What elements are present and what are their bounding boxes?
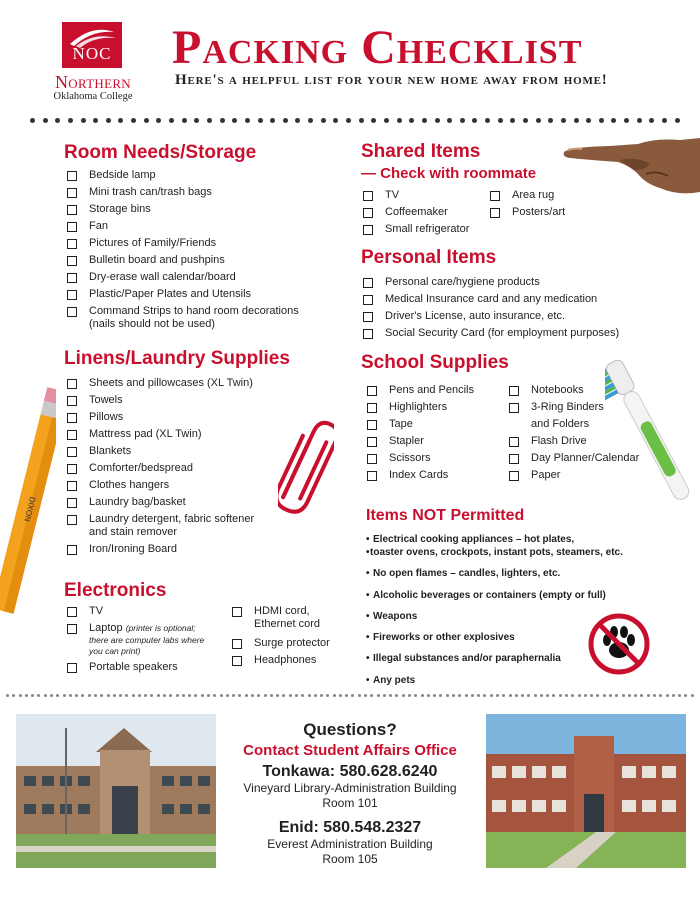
top-dotted-divider <box>30 118 680 124</box>
checklist-item[interactable]: Mattress pad (XL Twin) <box>67 428 254 441</box>
divider-dot <box>19 694 22 697</box>
not-permitted-heading: Items NOT Permitted <box>366 507 525 524</box>
divider-dot <box>409 118 414 123</box>
divider-dot <box>283 118 288 123</box>
divider-dot <box>31 694 34 697</box>
divider-dot <box>370 694 373 697</box>
divider-dot <box>182 694 185 697</box>
contact-office-heading: Contact Student Affairs Office <box>243 742 457 759</box>
checklist-item[interactable]: Social Security Card (for employment purposes) <box>363 327 619 340</box>
divider-dot <box>207 118 212 123</box>
checklist-item[interactable]: Towels <box>67 394 254 407</box>
divider-dot <box>232 694 235 697</box>
checklist-item-continuation: and stain remover <box>89 526 178 538</box>
divider-dot <box>119 694 122 697</box>
divider-dot <box>270 118 275 123</box>
divider-dot <box>308 118 313 123</box>
divider-dot <box>552 694 555 697</box>
divider-dot <box>599 118 604 123</box>
divider-dot <box>207 694 210 697</box>
divider-dot <box>483 694 486 697</box>
divider-dot <box>194 694 197 697</box>
divider-dot <box>502 694 505 697</box>
checklist-item[interactable] <box>232 605 330 631</box>
checklist-item[interactable] <box>67 513 254 539</box>
divider-dot <box>477 694 480 697</box>
divider-dot <box>471 694 474 697</box>
list-item-continuation <box>366 546 623 559</box>
divider-dot <box>383 694 386 697</box>
divider-dot <box>408 694 411 697</box>
divider-dot <box>81 694 84 697</box>
divider-dot <box>521 694 524 697</box>
divider-dot <box>590 694 593 697</box>
divider-dot <box>637 118 642 123</box>
divider-dot <box>586 118 591 123</box>
divider-dot <box>458 694 461 697</box>
divider-dot <box>433 694 436 697</box>
divider-dot <box>150 694 153 697</box>
divider-dot <box>63 694 66 697</box>
personal-list <box>363 276 619 344</box>
toothbrush-icon <box>605 352 700 502</box>
divider-dot <box>257 694 260 697</box>
divider-dot <box>320 694 323 697</box>
checklist-item[interactable]: Notebooks <box>509 384 639 397</box>
checklist-item[interactable]: Storage bins <box>67 203 299 216</box>
checklist-item[interactable]: Flash Drive <box>509 435 639 448</box>
divider-dot <box>107 694 110 697</box>
divider-dot <box>81 118 86 123</box>
checklist-item[interactable]: Portable speakers <box>67 661 204 674</box>
divider-dot <box>540 694 543 697</box>
checklist-item[interactable]: TV <box>363 189 469 202</box>
divider-dot <box>282 694 285 697</box>
tonkawa-building: Vineyard Library-Administration Building <box>243 781 457 795</box>
bottom-dotted-divider <box>6 694 694 700</box>
divider-dot <box>510 118 515 123</box>
divider-dot <box>156 118 161 123</box>
list-item-text: toaster ovens, crockpots, instant pots, steamers, etc. <box>370 547 623 558</box>
paperclip-icon <box>278 412 334 522</box>
tonkawa-room: Room 101 <box>322 796 378 810</box>
checklist-item-label: Laptop <box>89 622 123 634</box>
divider-dot <box>536 118 541 123</box>
noc-logo <box>38 22 148 102</box>
checklist-item[interactable]: Laundry bag/basket <box>67 496 254 509</box>
room-needs-list <box>67 169 299 331</box>
divider-dot <box>106 118 111 123</box>
divider-dot <box>201 694 204 697</box>
divider-dot <box>615 694 618 697</box>
divider-dot <box>163 694 166 697</box>
checklist-item[interactable]: Fan <box>67 220 299 233</box>
checklist-item[interactable]: Surge protector <box>232 637 330 650</box>
divider-dot <box>56 694 59 697</box>
enid-campus-photo <box>486 714 686 868</box>
list-item: • Any pets <box>366 674 623 687</box>
logo-college-text: Oklahoma College <box>53 91 133 102</box>
pencil-brand-text: DIXON <box>22 495 38 523</box>
divider-dot <box>509 694 512 697</box>
checklist-item[interactable]: Scissors <box>367 452 474 465</box>
laptop-note: there are computer labs where <box>89 635 205 645</box>
divider-dot <box>213 694 216 697</box>
divider-dot <box>672 694 675 697</box>
divider-dot <box>675 118 680 123</box>
tonkawa-campus-photo <box>16 714 216 868</box>
divider-dot <box>125 694 128 697</box>
divider-dot <box>384 118 389 123</box>
shared-list-col2 <box>490 189 565 223</box>
divider-dot <box>422 118 427 123</box>
divider-dot <box>276 694 279 697</box>
divider-dot <box>131 118 136 123</box>
personal-items-heading: Personal Items <box>361 247 497 268</box>
divider-dot <box>144 118 149 123</box>
shared-list-col1 <box>363 189 469 240</box>
divider-dot <box>220 694 223 697</box>
checklist-item[interactable]: Clothes hangers <box>67 479 254 492</box>
divider-dot <box>169 694 172 697</box>
room-needs-heading: Room Needs/Storage <box>64 142 257 163</box>
pencil-icon <box>0 386 56 626</box>
divider-dot <box>435 118 440 123</box>
divider-dot <box>472 118 477 123</box>
divider-dot <box>333 694 336 697</box>
checklist-item-label: Laundry detergent, fabric softener <box>89 513 255 525</box>
checklist-item[interactable]: Paper <box>509 469 639 482</box>
divider-dot <box>75 694 78 697</box>
list-item: • Illegal substances and/or paraphernalia <box>366 652 623 665</box>
checklist-item[interactable]: Driver's License, auto insurance, etc. <box>363 310 619 323</box>
divider-dot <box>662 118 667 123</box>
checklist-item[interactable]: Coffeemaker <box>363 206 469 219</box>
divider-dot <box>377 694 380 697</box>
logo-northern-text: Northern <box>54 72 131 92</box>
divider-dot <box>358 694 361 697</box>
divider-dot <box>351 694 354 697</box>
school-list-col1 <box>367 384 474 486</box>
checklist-item[interactable]: Index Cards <box>367 469 474 482</box>
divider-dot <box>649 118 654 123</box>
divider-dot <box>194 118 199 123</box>
tonkawa-phone[interactable]: Tonkawa: 580.628.6240 <box>262 763 438 780</box>
contact-block <box>225 720 475 867</box>
divider-dot <box>55 118 60 123</box>
divider-dot <box>465 694 468 697</box>
laptop-note: (printer is optional; <box>125 623 196 633</box>
no-pets-icon <box>587 612 651 676</box>
divider-dot <box>333 118 338 123</box>
divider-dot <box>245 118 250 123</box>
divider-dot <box>647 694 650 697</box>
checklist-item-label: Command Strips to hand room decorations <box>89 305 299 317</box>
checklist-item[interactable] <box>67 622 204 657</box>
list-item: • Fireworks or other explosives <box>366 631 623 644</box>
divider-dot <box>485 118 490 123</box>
divider-dot <box>69 694 72 697</box>
list-item: • Alcoholic beverages or containers (empty or full) <box>366 589 623 602</box>
linens-list <box>67 377 254 560</box>
not-permitted-list <box>366 533 623 695</box>
divider-dot <box>169 118 174 123</box>
electronics-list-col2 <box>232 605 330 671</box>
pointing-hand-icon <box>560 130 700 200</box>
divider-dot <box>308 694 311 697</box>
divider-dot <box>176 694 179 697</box>
divider-dot <box>321 118 326 123</box>
checklist-item[interactable]: Pillows <box>67 411 254 424</box>
divider-dot <box>270 694 273 697</box>
logo-emblem <box>62 22 122 68</box>
divider-dot <box>666 694 669 697</box>
checklist-item[interactable]: Small refrigerator <box>363 223 469 236</box>
divider-dot <box>345 694 348 697</box>
page-subtitle: Here's a helpful list for your new home away from home! <box>175 72 608 88</box>
divider-dot <box>326 694 329 697</box>
checklist-item-label: HDMI cord, <box>254 605 310 617</box>
divider-dot <box>659 694 662 697</box>
enid-phone[interactable]: Enid: 580.548.2327 <box>278 819 422 836</box>
divider-dot <box>653 694 656 697</box>
divider-dot <box>584 694 587 697</box>
divider-dot <box>548 118 553 123</box>
divider-dot <box>439 694 442 697</box>
electronics-list-col1 <box>67 605 204 678</box>
checklist-item[interactable]: Dry-erase wall calendar/board <box>67 271 299 284</box>
divider-dot <box>30 118 35 123</box>
divider-dot <box>118 118 123 123</box>
divider-dot <box>395 694 398 697</box>
divider-dot <box>37 694 40 697</box>
divider-dot <box>295 694 298 697</box>
divider-dot <box>496 694 499 697</box>
divider-dot <box>447 118 452 123</box>
list-item: • Electrical cooking appliances – hot plates, <box>366 533 623 546</box>
divider-dot <box>534 694 537 697</box>
divider-dot <box>220 118 225 123</box>
divider-dot <box>314 694 317 697</box>
checklist-item[interactable]: Posters/art <box>490 206 565 219</box>
checklist-item[interactable]: Pictures of Family/Friends <box>67 237 299 250</box>
divider-dot <box>251 694 254 697</box>
divider-dot <box>301 694 304 697</box>
laptop-note: you can print) <box>89 646 141 656</box>
divider-dot <box>157 694 160 697</box>
checklist-item[interactable]: Day Planner/Calendar <box>509 452 639 465</box>
checklist-item[interactable]: Sheets and pillowcases (XL Twin) <box>67 377 254 390</box>
shared-items-subheading: — Check with roommate <box>361 165 537 182</box>
checklist-item[interactable]: Tape <box>367 418 474 431</box>
divider-dot <box>12 694 15 697</box>
divider-dot <box>571 694 574 697</box>
enid-room: Room 105 <box>322 852 378 866</box>
divider-dot <box>574 118 579 123</box>
divider-dot <box>44 694 47 697</box>
divider-dot <box>6 694 9 697</box>
checklist-item[interactable]: Iron/Ironing Board <box>67 543 254 556</box>
checklist-item[interactable]: TV <box>67 605 204 618</box>
divider-dot <box>289 694 292 697</box>
divider-dot <box>578 694 581 697</box>
divider-dot <box>25 694 28 697</box>
checklist-item[interactable]: Medical Insurance card and any medication <box>363 293 619 306</box>
checklist-item[interactable]: Bulletin board and pushpins <box>67 254 299 267</box>
checklist-item[interactable]: Bedside lamp <box>67 169 299 182</box>
divider-dot <box>427 694 430 697</box>
divider-dot <box>421 694 424 697</box>
questions-heading: Questions? <box>303 720 397 739</box>
list-item: • No open flames – candles, lighters, etc. <box>366 567 623 580</box>
shared-items-heading: Shared Items <box>361 141 481 162</box>
divider-dot <box>100 694 103 697</box>
divider-dot <box>603 694 606 697</box>
divider-dot <box>113 694 116 697</box>
divider-dot <box>559 694 562 697</box>
divider-dot <box>527 694 530 697</box>
divider-dot <box>68 118 73 123</box>
divider-dot <box>678 694 681 697</box>
divider-dot <box>640 694 643 697</box>
divider-dot <box>402 694 405 697</box>
checklist-item[interactable]: Area rug <box>490 189 565 202</box>
checklist-item[interactable]: Blankets <box>67 445 254 458</box>
divider-dot <box>596 694 599 697</box>
checklist-item-label: 3-Ring Binders <box>531 401 604 413</box>
divider-dot <box>452 694 455 697</box>
divider-dot <box>490 694 493 697</box>
divider-dot <box>245 694 248 697</box>
divider-dot <box>371 118 376 123</box>
checklist-item[interactable]: Plastic/Paper Plates and Utensils <box>67 288 299 301</box>
divider-dot <box>359 118 364 123</box>
divider-dot <box>622 694 625 697</box>
divider-dot <box>132 694 135 697</box>
linens-heading: Linens/Laundry Supplies <box>64 348 290 369</box>
divider-dot <box>258 118 263 123</box>
divider-dot <box>561 118 566 123</box>
divider-dot <box>691 694 694 697</box>
checklist-item-continuation: and Folders <box>531 418 590 430</box>
divider-dot <box>609 694 612 697</box>
checklist-item[interactable]: Stapler <box>367 435 474 448</box>
divider-dot <box>611 118 616 123</box>
checklist-item-continuation: Ethernet cord <box>254 618 321 630</box>
divider-dot <box>364 694 367 697</box>
checklist-item[interactable]: Personal care/hygiene products <box>363 276 619 289</box>
divider-dot <box>515 694 518 697</box>
divider-dot <box>88 694 91 697</box>
divider-dot <box>389 694 392 697</box>
divider-dot <box>523 118 528 123</box>
divider-dot <box>144 694 147 697</box>
school-supplies-heading: School Supplies <box>361 352 509 373</box>
divider-dot <box>397 118 402 123</box>
checklist-item[interactable]: Pens and Pencils <box>367 384 474 397</box>
divider-dot <box>346 118 351 123</box>
divider-dot <box>546 694 549 697</box>
divider-dot <box>93 118 98 123</box>
divider-dot <box>188 694 191 697</box>
enid-building: Everest Administration Building <box>267 837 433 851</box>
electronics-heading: Electronics <box>64 580 167 601</box>
divider-dot <box>138 694 141 697</box>
divider-dot <box>565 694 568 697</box>
divider-dot <box>182 118 187 123</box>
divider-dot <box>446 694 449 697</box>
checklist-item-continuation: (nails should not be used) <box>89 318 215 330</box>
divider-dot <box>414 694 417 697</box>
checklist-item[interactable]: Comforter/bedspread <box>67 462 254 475</box>
checklist-item[interactable]: Highlighters <box>367 401 474 414</box>
list-item: • Weapons <box>366 610 623 623</box>
divider-dot <box>94 694 97 697</box>
divider-dot <box>43 118 48 123</box>
divider-dot <box>634 694 637 697</box>
page-title: Packing Checklist <box>172 21 583 74</box>
divider-dot <box>628 694 631 697</box>
divider-dot <box>50 694 53 697</box>
logo-noc-text: NOC <box>72 44 112 63</box>
divider-dot <box>295 118 300 123</box>
divider-dot <box>264 694 267 697</box>
checklist-item[interactable]: Mini trash can/trash bags <box>67 186 299 199</box>
divider-dot <box>226 694 229 697</box>
divider-dot <box>684 694 687 697</box>
checklist-item[interactable] <box>67 305 299 331</box>
divider-dot <box>232 118 237 123</box>
divider-dot <box>339 694 342 697</box>
divider-dot <box>460 118 465 123</box>
divider-dot <box>498 118 503 123</box>
divider-dot <box>238 694 241 697</box>
checklist-item[interactable]: Headphones <box>232 654 330 667</box>
divider-dot <box>624 118 629 123</box>
